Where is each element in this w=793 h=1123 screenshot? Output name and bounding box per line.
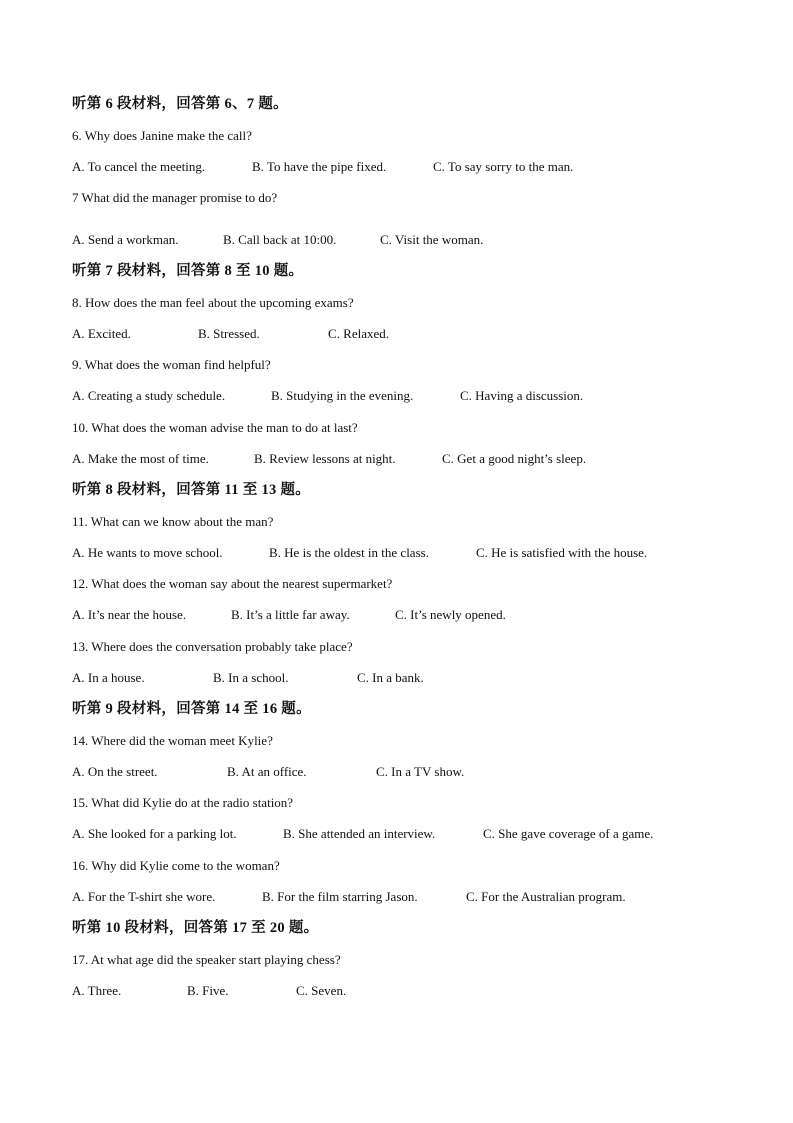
option-17b: B. Five. [187,983,229,998]
option-16c: C. For the Australian program. [466,889,626,904]
option-8a: A. Excited. [72,326,131,341]
question-10: 10. What does the woman advise the man to do at last? [72,420,358,435]
section-header-6: 听第 6 段材料，回答第 6、7 题。 [72,96,288,112]
option-16b: B. For the film starring Jason. [262,889,418,904]
option-9c: C. Having a discussion. [460,388,584,403]
option-10a: A. Make the most of time. [72,451,209,466]
question-12: 12. What does the woman say about the nearest supermarket? [72,576,393,591]
option-10b: B. Review lessons at night. [254,451,396,466]
option-10c: C. Get a good night’s sleep. [442,451,587,466]
options-row-16 [72,889,626,905]
option-6b: B. To have the pipe fixed. [252,159,387,174]
section-header-10: 听第 10 段材料，回答第 17 至 20 题。 [72,920,319,936]
option-11b: B. He is the oldest in the class. [269,545,429,560]
section-header-9: 听第 9 段材料，回答第 14 至 16 题。 [72,701,311,717]
question-8: 8. How does the man feel about the upcoming exams? [72,295,354,310]
option-7b: B. Call back at 10:00. [223,232,337,247]
option-14b: B. At an office. [227,764,307,779]
option-6a: A. To cancel the meeting. [72,159,206,174]
options-row-11 [72,545,647,561]
options-row-14 [72,764,464,780]
option-14a: A. On the street. [72,764,158,779]
option-12b: B. It’s a little far away. [231,607,350,622]
question-17: 17. At what age did the speaker start playing chess? [72,952,341,967]
question-16: 16. Why did Kylie come to the woman? [72,858,280,873]
options-row-6 [72,159,573,175]
option-15c: C. She gave coverage of a game. [483,826,654,841]
option-6c: C. To say sorry to the man. [433,159,574,174]
option-12c: C. It’s newly opened. [395,607,506,622]
option-9b: B. Studying in the evening. [271,388,414,403]
option-7c: C. Visit the woman. [380,232,484,247]
options-row-17 [72,983,346,999]
option-16a: A. For the T-shirt she wore. [72,889,216,904]
question-14: 14. Where did the woman meet Kylie? [72,733,273,748]
options-row-10 [72,451,586,467]
option-13c: C. In a bank. [357,670,424,685]
option-13a: A. In a house. [72,670,145,685]
options-row-8 [72,326,389,342]
section-header-7: 听第 7 段材料，回答第 8 至 10 题。 [72,263,304,279]
option-12a: A. It’s near the house. [72,607,187,622]
option-17a: A. Three. [72,983,122,998]
question-13: 13. Where does the conversation probably take place? [72,639,353,654]
option-13b: B. In a school. [213,670,289,685]
option-17c: C. Seven. [296,983,347,998]
option-15a: A. She looked for a parking lot. [72,826,237,841]
options-row-15 [72,826,653,842]
option-7a: A. Send a workman. [72,232,179,247]
options-row-12 [72,607,506,623]
question-15: 15. What did Kylie do at the radio station? [72,795,294,810]
option-8b: B. Stressed. [198,326,260,341]
option-9a: A. Creating a study schedule. [72,388,226,403]
question-9: 9. What does the woman find helpful? [72,357,271,372]
options-row-9 [72,388,583,404]
option-14c: C. In a TV show. [376,764,465,779]
question-6: 6. Why does Janine make the call? [72,128,252,143]
option-8c: C. Relaxed. [328,326,390,341]
option-11c: C. He is satisfied with the house. [476,545,648,560]
options-row-7 [72,232,483,248]
options-row-13 [72,670,424,686]
question-11: 11. What can we know about the man? [72,514,274,529]
option-11a: A. He wants to move school. [72,545,223,560]
option-15b: B. She attended an interview. [283,826,436,841]
section-header-8: 听第 8 段材料，回答第 11 至 13 题。 [72,482,311,498]
question-7: 7 What did the manager promise to do? [72,190,278,205]
